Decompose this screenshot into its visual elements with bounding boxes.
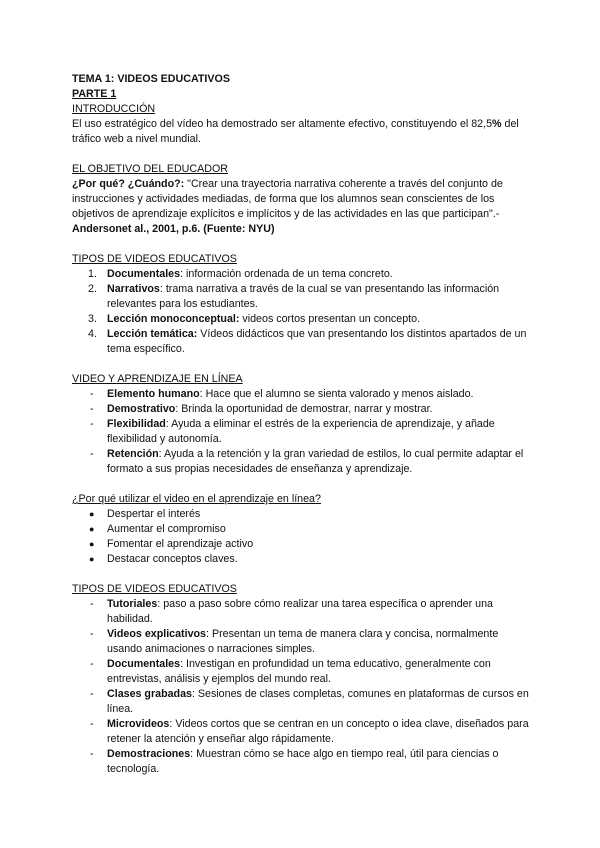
list-item: 2. Narrativos: trama narrativa a través de la cual se van presentando las información relevantes para los estudiantes. (88, 283, 500, 310)
list-item: ● Fomentar el aprendizaje activo (89, 538, 254, 550)
list-item: 1. Documentales: información ordenada de un tema concreto. (88, 268, 393, 280)
list-item: - Tutoriales: paso a paso sobre cómo realizar una tarea específica o aprender una habilidad. (90, 598, 493, 625)
list-item: - Retención: Ayuda a la retención y la gran variedad de estilos, lo cual permite adaptar el formato a sus propias necesidades de enseñanza y aprendizaje. (90, 448, 524, 475)
list-item: - Microvideos: Videos cortos que se centran en un concepto o idea clave, diseñados para retener la atención y enseñar algo rápidamente. (90, 718, 529, 745)
types1-heading: TIPOS DE VIDEOS EDUCATIVOS (72, 253, 237, 265)
bullet-icon: ● (89, 554, 95, 564)
why-list (72, 507, 532, 567)
types1-list (72, 267, 532, 357)
bullet-icon: ● (89, 539, 95, 549)
types2-heading: TIPOS DE VIDEOS EDUCATIVOS (72, 583, 237, 595)
document-page (72, 72, 532, 777)
list-item: - Clases grabadas: Sesiones de clases completas, comunes en plataformas de cursos en línea. (90, 688, 529, 715)
list-item: - Elemento humano: Hace que el alumno se sienta valorado y menos aislado. (90, 388, 474, 400)
intro-paragraph: El uso estratégico del vídeo ha demostrado ser altamente efectivo, constituyendo el 82,5% del tráfico web a nivel mundial. (72, 118, 519, 145)
types2-list (72, 597, 532, 777)
list-item: ● Destacar conceptos claves. (89, 553, 238, 565)
list-item: 3. Lección monoconceptual: videos cortos presentan un concepto. (88, 313, 421, 325)
intro-heading: INTRODUCCIÓN (72, 103, 156, 115)
list-item: 4. Lección temática: Vídeos didácticos que van presentando los distintos apartados de un tema específico. (88, 328, 527, 355)
list-item: ● Despertar el interés (89, 508, 201, 520)
list-item: ● Aumentar el compromiso (89, 523, 226, 535)
list-item: - Documentales: Investigan en profundidad un tema educativo, generalmente con entrevistas, análisis y ejemplos del mundo real. (90, 658, 491, 685)
list-item: - Videos explicativos: Presentan un tema de manera clara y concisa, normalmente usando animaciones o narraciones simples. (90, 628, 499, 655)
why-heading: ¿Por qué utilizar el video en el aprendizaje en línea? (72, 493, 321, 505)
bullet-icon: ● (89, 509, 95, 519)
list-item: - Flexibilidad: Ayuda a eliminar el estrés de la experiencia de aprendizaje, y añade flexibilidad y autonomía. (90, 418, 495, 445)
document-title: TEMA 1: VIDEOS EDUCATIVOS (72, 73, 230, 85)
objective-heading: EL OBJETIVO DEL EDUCADOR (72, 163, 228, 175)
list-item: - Demostraciones: Muestran cómo se hace algo en tiempo real, útil para ciencias o tecnología. (90, 748, 499, 775)
bullet-icon: ● (89, 524, 95, 534)
part-heading: PARTE 1 (72, 88, 117, 100)
video-learning-list (72, 387, 532, 477)
video-learning-heading: VIDEO Y APRENDIZAJE EN LÍNEA (72, 373, 243, 385)
objective-paragraph: ¿Por qué? ¿Cuándo?: "Crear una trayectoria narrativa coherente a través del conjunto de instrucciones y actividades mediadas, de forma que los alumnos sean conscientes de los objetivos de aprendizaje explícitos e implícitos y de las actividades en las que participan".-Andersonet al., 2001, p.6. (Fuente: NYU) (72, 178, 503, 235)
list-item: - Demostrativo: Brinda la oportunidad de demostrar, narrar y mostrar. (90, 403, 433, 415)
